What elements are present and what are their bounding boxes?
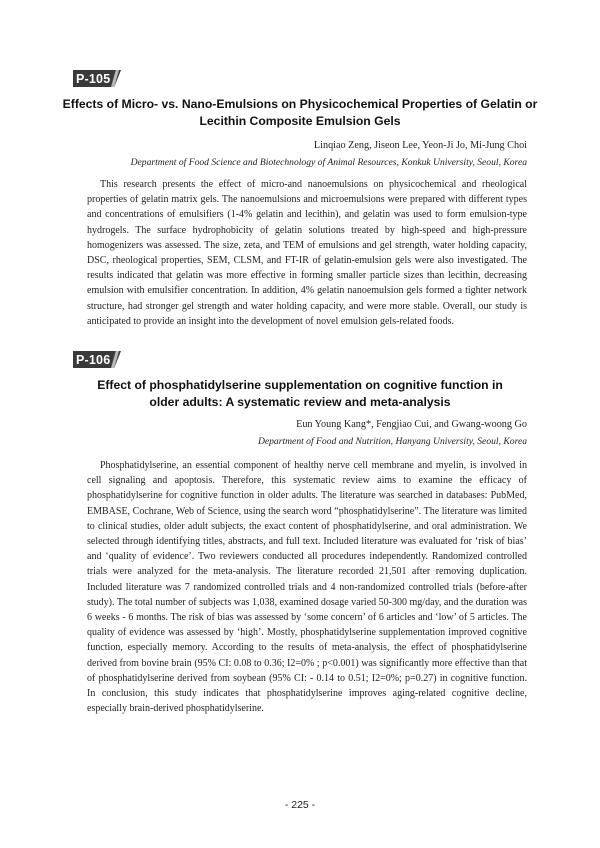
page-number: - 225 - bbox=[284, 799, 316, 811]
abstract-body: This research presents the effect of micro-and nanoemulsions on physicochemical and rheological properties of gelatin matrix gels. The nanoemulsions and microemulsions were prepared with different types and concentrations of emulsifiers (1-4% gelatin and lecithin), and gelatin was used to form emulsion-type hydrogels. The surface hydrophobicity of gelatin solutions treated by high-speed and high-pressure homogenizers was assessed. The size, zeta, and TEM of emulsions and gel strength, water holding capacity, DSC, rheological properties, SEM, CLSM, and FT-IR of gelatin-emulsion gels were also investigated. The results indicated that gelatin was more effective in forming smaller particle sizes than lecithin, decreasing emulsion with emulsifier concentration. In addition, 4% gelatin nanoemulsion gels formed a tighter network structure, had stronger gel strength and water holding capacity, and were more stable. Overall, our study is anticipated to provide an insight into the development of novel emulsion gels-related foods. bbox=[87, 179, 527, 327]
abstract-title-line: older adults: A systematic review and meta-analysis bbox=[149, 395, 451, 409]
abstract-id-label: P-105 bbox=[76, 71, 111, 86]
abstract-body: Phosphatidylserine, an essential component of healthy nerve cell membrane and myelin, is involved in cell signaling and apoptosis. Therefore, this systematic review aims to examine the efficacy of phosphatidylserine for cognitive function in older adults. The literature was searched in databases: PubMed, EMBASE, Cochrane, Web of Science, using the search word “phosphatidylserine”. The literature was limited to clinical studies, older adult subjects, the exact content of phosphatidylserine, and oral administration. We selected through identifying titles, abstracts, and full text. Included literature was evaluated for ‘risk of bias’ and ‘quality of evidence’. Two reviewers conducted all procedures independently. Randomized controlled trials were analyzed for the meta-analysis. The literature recorded 21,501 after removing duplication. Included literature was 7 randomized controlled trials and 4 non-randomized controlled trials (before-after study). The total number of subjects was 1,038, examined dosage varied 50-300 mg/day, and the duration was 6 weeks - 6 months. The risk of bias was assessed by ‘some concern’ of 6 articles and ‘low’ of 5 articles. The quality of evidence was assessed by ‘high’. Mostly, phosphatidylserine supplementation improved cognitive function, especially memory. According to the results of meta-analysis, the effect of phosphatidylserine derived from bovine brain (95% CI: 0.08 to 0.36; I2=0% ; p<0.001) was significantly more effective than that of phosphatidylserine derived from soybean (95% CI: - 0.14 to 0.51; I2=0%; p=0.27) in cognitive function. In conclusion, this study indicates that phosphatidylserine improves aging-related cognitive decline, especially brain-derived phosphatidylserine. bbox=[87, 460, 527, 715]
abstract-id-label: P-106 bbox=[76, 352, 111, 367]
author-affiliation: Department of Food Science and Biotechnology of Animal Resources, Konkuk University, Seoul, Korea bbox=[130, 157, 527, 168]
abstract-id-badge bbox=[73, 70, 121, 87]
abstract-title bbox=[60, 96, 540, 130]
author-affiliation: Department of Food and Nutrition, Hanyang University, Seoul, Korea bbox=[257, 436, 527, 447]
author-list: Linqiao Zeng, Jiseon Lee, Yeon-Ji Jo, Mi-Jung Choi bbox=[313, 140, 527, 151]
abstract-title-line: Effects of Micro- vs. Nano-Emulsions on Physicochemical Properties of Gelatin or bbox=[62, 97, 538, 111]
author-list: Eun Young Kang*, Fengjiao Cui, and Gwang-woong Go bbox=[296, 419, 527, 430]
abstract-title-line: Effect of phosphatidylserine supplementation on cognitive function in bbox=[97, 378, 503, 392]
abstract-title bbox=[60, 377, 540, 411]
abstract-id-badge bbox=[73, 351, 121, 368]
abstract-title-line: Lecithin Composite Emulsion Gels bbox=[199, 114, 401, 128]
